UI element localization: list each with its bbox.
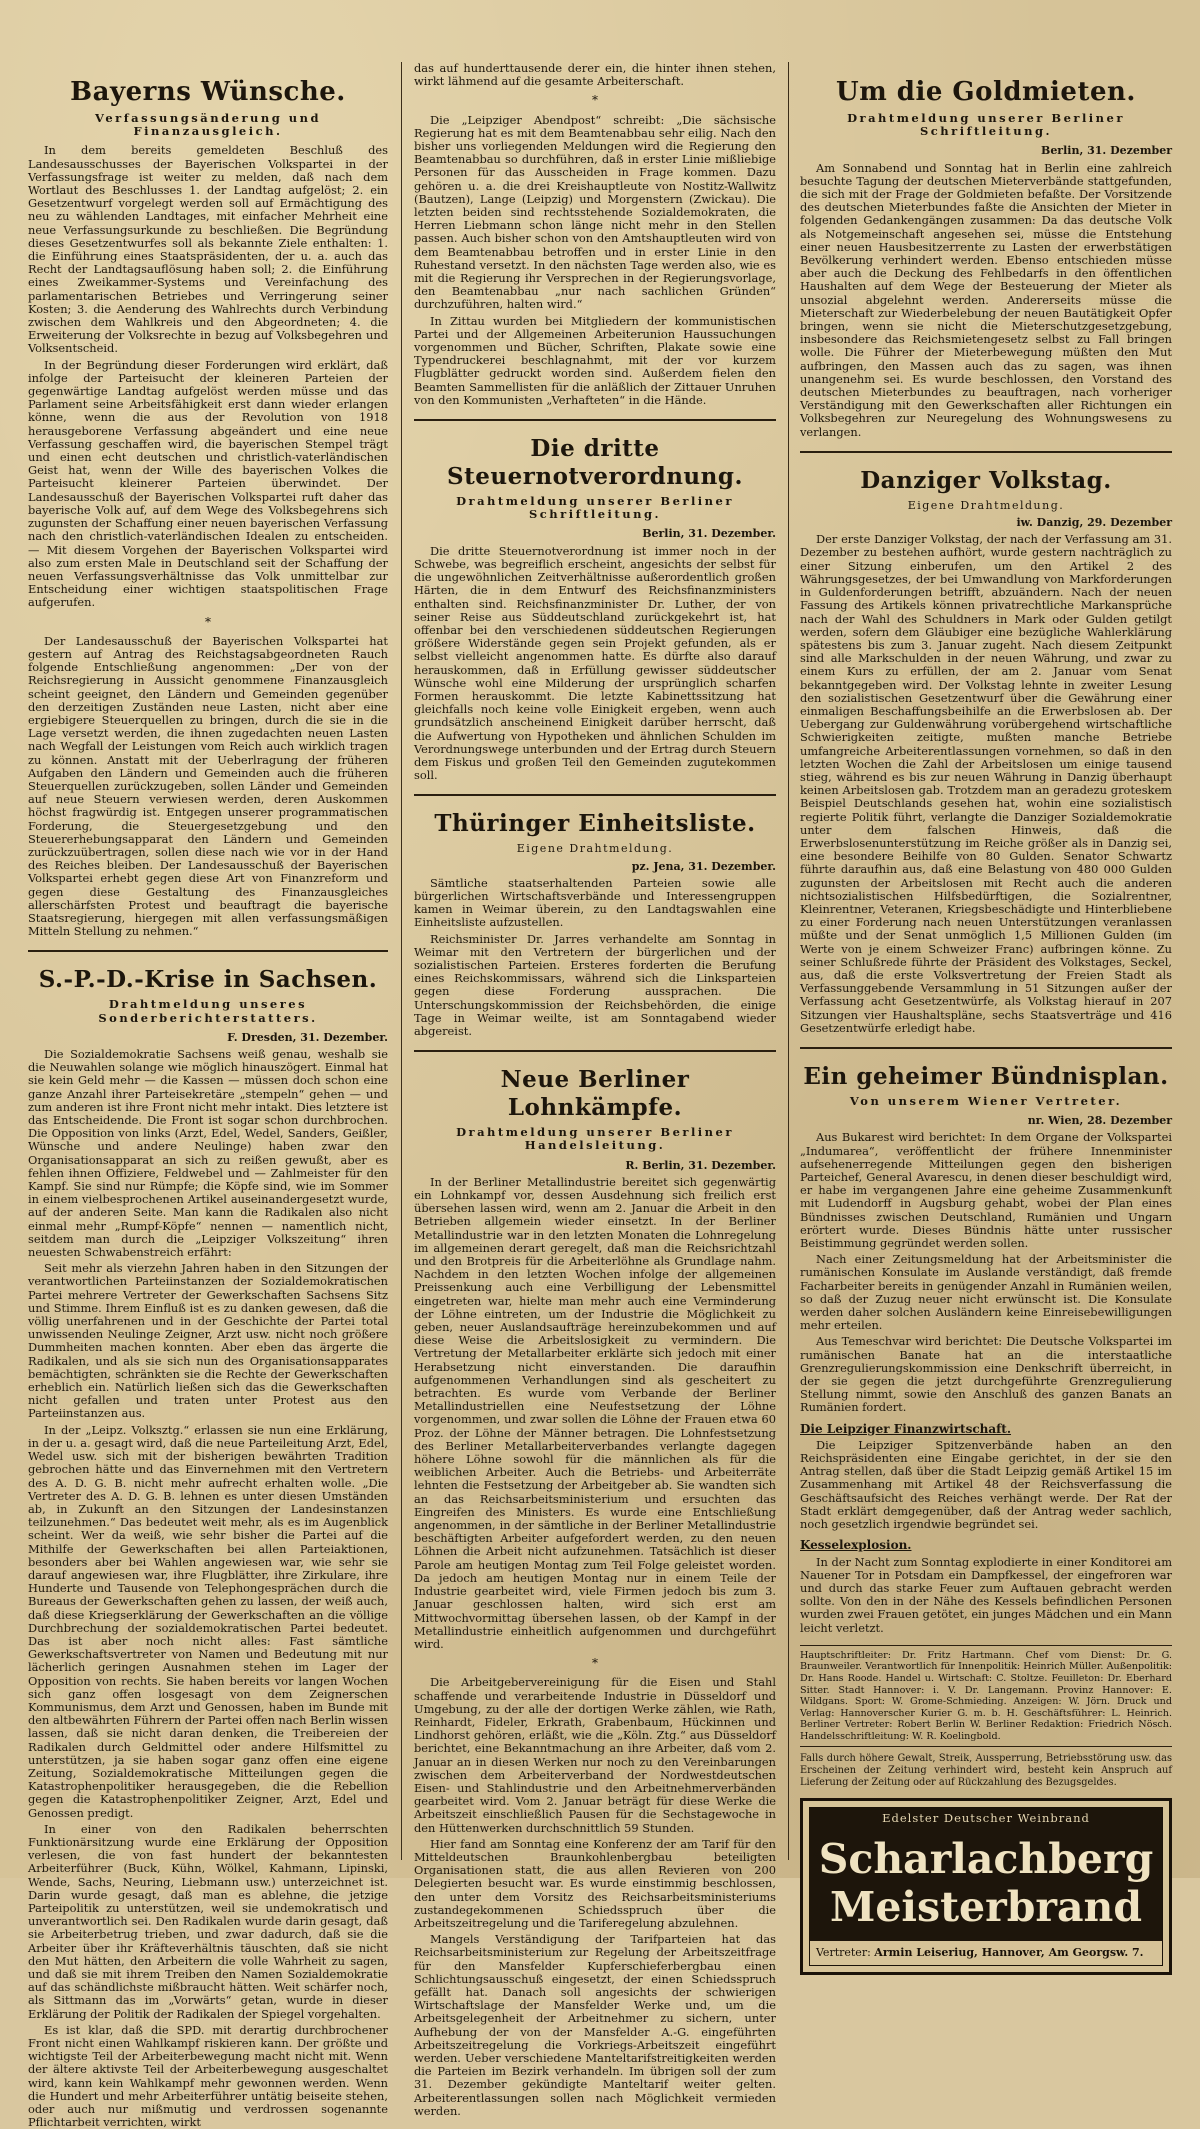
article-paragraph: In Zittau wurden bei Mitgliedern der kommunistischen Partei und der Allgemeinen Arbeiterunion Haussuchungen vorgenommen und Bücher, Schriften, Plakate sowie eine Typendruckerei beschlagnahmt, mit der vor kurzem Flugblätter gedruckt worden sind. Außerdem fielen den Beamten Sammellisten für die anläßlich der Zittauer Unruhen von den Kommunisten „Verhafteten“ in die Hände. (414, 313, 776, 407)
section-divider (414, 1050, 776, 1052)
column-rule (401, 62, 402, 1860)
ad-brand-line: Meisterbrand (829, 1883, 1143, 1932)
article-paragraph: Der Landesausschuß der Bayerischen Volkspartei hat gestern auf Antrag des Reichstagsabgeordneten Rauch folgende Entschließung angenommen: „Der von der Reichsregierung in Aussicht genommene Finanzausgleich scheint geeignet, den Ländern und Gemeinden gegenüber den derzeitigen Zuständen neue Lasten, nicht aber eine ergiebigere Steuerquellen zu bringen, durch die sie in die Lage versetzt werden, die ihnen zugedachten neuen Lasten nach Wegfall der Leistungen vom Reich auch wirklich tragen zu können. Anstatt mit der Ueberlragung der früheren Aufgaben den Ländern und Gemeinden auch die früheren Steuerquellen zurückzugeben, sollen Länder und Gemeinden auf neue Steuern verwiesen werden, deren Auskommen höchst fragwürdig ist. Entgegen unserer programmatischen Forderung, die Steuergesetzgebung und den Steuererhebungsapparat den Ländern und Gemeinden zurückzuübertragen, sollen diese nach wie vor in der Hand des Reiches bleiben. Der Landesausschuß der Bayerischen Volkspartei erhebt gegen diese Art von Finanzreform und gegen diese Gestaltung des Finanzausgleiches allerschärfsten Protest und beauftragt die bayerische Staatsregierung, hiergegen mit allen verfassungsmäßigen Mitteln Stellung zu nehmen.“ (28, 633, 388, 939)
ad-footer (810, 1941, 1162, 1964)
column-left (28, 62, 388, 2129)
article-dateline: pz. Jena, 31. Dezember. (631, 859, 776, 873)
article-headline: Die Leipziger Finanzwirtschaft. (800, 1421, 1012, 1436)
advertisement (800, 1798, 1172, 1974)
article-paragraph: Die „Leipziger Abendpost“ schreibt: „Die sächsische Regierung hat es mit dem Beamtenabbau sehr eilig. Nach den bisher uns vorliegenden Meldungen wird die Regierung den Beamtenabbau so durchführen, daß in erster Linie mißliebige Personen für das Ausscheiden in Frage kommen. Dazu gehören u. a. die drei Kreishauptleute von Nostitz-Wallwitz (Bautzen), Lange (Leipzig) und Morgenstern (Zwickau). Die letzten beiden sind rechtsstehende Sozialdemokraten, die Herren Liebmann schon länge nicht mehr in den Stellen passen. Auch bisher schon von den Amtshauptleuten wird von dem Beamtenabbau betroffen und in erster Linie in den Ruhestand versetzt. In den nächsten Tage werden also, wie es mit die Regierung ihr Versprechen in der Regierungsvorlage, den Beamtenabbau „nur nach sachlichen Gründen“ durchzuführen, halten wird.“ (414, 112, 776, 312)
article-paragraph: In der „Leipz. Volksztg.“ erlassen sie nun eine Erklärung, in der u. a. gesagt wird, daß die neue Parteileitung Arzt, Edel, Wedel usw. sich mit der bisherigen bewährten Tradition gebrochen hätte und das Einvernehmen mit den Vertretern des A. D. G. B. nicht mehr aufrecht erhalten wolle. „Die Vertreter des A. D. G. B. lehnen es unter diesen Umständen ab, in Zukunft an den Sitzungen der Landesinstanzen teilzunehmen.“ Das bedeutet weit mehr, als es im Augenblick scheint. Wer da weiß, wie sehr bisher die Partei auf die Mithilfe der Gewerkschaften bei allen Parteiaktionen, besonders aber bei Wahlen angewiesen war, wie sehr sie darauf angewiesen war, ihre Flugblätter, ihre Zirkulare, ihre Hunderte und Tausende von Telephongesprächen durch die Bureaus der Gewerkschaften gehen zu lassen, der weiß auch, daß diese Kriegserklärung der Gewerkschaften an die völlige Durchbrechung der sozialdemokratischen Partei bedeutet. Das ist aber noch nicht alles: Fast sämtliche Gewerkschaftsvertreter von Namen und Bedeutung mit nur lächerlich geringen Ausnahmen stehen im Lager der Opposition von rechts. Sie haben bereits vor langen Wochen sich ganz offen losgesagt von dem Zeignerschen Kommunismus, dem Arzt und Genossen, haben im Bunde mit den altbewährten Führern der Partei offen nach Berlin wissen lassen, daß sie nicht daran denken, die Treibereien der Radikalen durch Geldmittel oder andere Hilfsmittel zu unterstützen, ja sie haben sogar ganz offen eine eigene Zeitung, Sozialdemokratische Mitteilungen gegen die Katastrophenpolitiker herausgegeben, die die Rebellion gegen die Katastrophenpolitiker Zeigner, Arzt, Edel und Genossen predigt. (28, 1422, 388, 1820)
article-headline: S.-P.-D.-Krise in Sachsen. (38, 966, 378, 994)
article-headline: Die dritte Steuernotverordnung. (447, 435, 743, 491)
article-headline: Neue Berliner Lohnkämpfe. (500, 1066, 690, 1122)
separator-star: * (592, 93, 598, 108)
article-paragraph: Die Arbeitgebervereinigung für die Eisen und Stahl schaffende und verarbeitende Industrie in Düsseldorf und Umgebung, zu der alle der dortigen Werke zählen, wie Rath, Reinhardt, Fideler, Erkrath, Grabenbaum, Hückinnen und Lindhorst gehören, erläßt, wie die „Köln. Ztg.“ aus Düsseldorf berichtet, eine Bekanntmachung an ihre Arbeiter, daß vom 2. Januar an in diesen Werken nur noch zu den Vereinbarungen zwischen dem Arbeiterverband der Nordwestdeutschen Eisen- und Stahlindustrie und den Arbeitnehmerverbänden gearbeitet wird. Vom 2. Januar beträgt für diese Werke die Arbeitszeit einschließlich Pausen für die Sechstagewoche in den Hüttenwerken durchschnittlich 59 Stunden. (414, 1675, 776, 1835)
article-dateline: R. Berlin, 31. Dezember. (625, 1158, 776, 1172)
article-dateline: F. Dresden, 31. Dezember. (227, 1030, 388, 1044)
article-headline: Danziger Volkstag. (860, 466, 1112, 494)
article-paragraph: Hier fand am Sonntag eine Konferenz der am Tarif für den Mitteldeutschen Braunkohlenbergbau beteiligten Organisationen statt, die aus allen Revieren von 200 Delegierten besucht war. Es wurde einstimmig beschlossen, den unter dem Vorsitz des Reichsarbeitsministeriums zustandegekommenen Schiedsspruch über die Arbeitszeitregelung und die Tariferegelung abzulehnen. (414, 1836, 776, 1930)
ad-vertreter: Armin Leiseriug, Hannover, Am Georgsw. 7. (874, 1946, 1144, 1960)
article-paragraph: In der Nacht zum Sonntag explodierte in einer Konditorei am Nauener Tor in Potsdam ein Dampfkessel, der eingefroren war und durch das starke Feuer zum Auftauen gebracht werden sollte. Von den in der Nähe des Kessels befindlichen Personen wurden zwei Frauen getötet, ein junges Mädchen und ein Mann leicht verletzt. (800, 1554, 1172, 1635)
article-paragraph: Seit mehr als vierzehn Jahren haben in den Sitzungen der verantwortlichen Parteiinstanzen der Sozialdemokratischen Partei mehrere Vertreter der Gewerkschaften Sachsens Sitz und Stimme. Ihrem Einfluß ist es zu danken gewesen, daß die völlig unerfahrenen und in der Geschichte der Partei total unwissenden Neulinge Zeigner, Arzt usw. nicht noch größere Dummheiten machen konnten. Aber eben das ärgerte die Radikalen, und als sie sich nun des Organisationsapparates bemächtigten, schränkten sie die Rechte der Gewerkschaften erheblich ein. Natürlich ließen sich das die Gewerkschaften nicht gefallen und traten unter Protest aus den Parteiinstanzen aus. (28, 1261, 388, 1421)
article-paragraph: Mangels Verständigung der Tarifparteien hat das Reichsarbeitsministerium zur Regelung der Arbeitszeitfrage für den Mansfelder Kupferschieferbergbau einen Schlichtungsausschuß eingesetzt, der einen Schiedsspruch gefällt hat. Danach soll angesichts der schwierigen Wirtschaftslage der Mansfelder Werke und, um die Arbeitsgelegenheit der Arbeitnehmer zu sichern, unter Aufhebung der von der Mansfelder A.-G. eingeführten Arbeitszeitregelung die Vorkriegs-Arbeitszeit eingeführt werden. Ueber verschiedene Manteltarifstreitigkeiten werden die Parteien im Bezirk verhandeln. Im übrigen soll der zum 31. Dezember gekündigte Manteltarif weiter gelten. Arbeiterentlassungen sollen nach Möglichkeit vermieden werden. (414, 1932, 776, 2118)
article-headline: Thüringer Einheitsliste. (434, 810, 756, 838)
section-divider (800, 451, 1172, 453)
article-paragraph: In der Begründung dieser Forderungen wird erklärt, daß infolge der Parteisucht der kleineren Parteien der gegenwärtige Landtag aufgelöst werden müsse und das Parlament seine Arbeitsfähigkeit erst dann wieder erlangen könne, wenn die aus der Revolution von 1918 herausgeborene Verfassung abgeändert und eine neue Verfassung geschaffen wird, die bayerischen Stempel trägt und einen echt deutschen und christlich-vaterländischen Geist hat, wenn der Wille des bayerischen Volkes die Parteisucht kleinerer Parteien überwindet. Der Landesausschuß der Bayerischen Volkspartei ruft daher das bayerische Volk auf, auf dem Wege des Volksbegehrens sich zugunsten der Schaffung einer neuen bayerischen Verfassung nach den christlich-vaterländischen Idealen zu entscheiden. — Mit diesem Vorgehen der Bayerischen Volkspartei wird also zum ersten Male in Deutschland seit der Schaffung der neuen Verfassungsverhältnisse das Volk unmittelbar zur Entscheidung einer wichtigen staatspolitischen Frage aufgerufen. (28, 357, 388, 610)
article-subhead: Drahtmeldung unserer Berliner Handelsleitung. (456, 1125, 734, 1153)
ad-tagline: Edelster Deutscher Weinbrand (810, 1808, 1162, 1829)
article-paragraph: Es ist klar, daß die SPD. mit derartig durchbrochener Front nicht einen Wahlkampf riskieren kann. Der größte und wichtigste Teil der Arbeiterbewegung macht nicht mit. Wenn der ältere aktivste Teil der Arbeiterbewegung ausgeschaltet wird, kann kein Wahlkampf mehr gewonnen werden. Wenn die Hundert und mehr Arbeiterführer untätig beiseite stehen, oder auch nur mißmutig und verdrossen sogenannte Pflichtarbeit verrichten, wirkt (28, 2022, 388, 2129)
article-dateline: iw. Danzig, 29. Dezember (1016, 516, 1172, 530)
delivery-notice: Falls durch höhere Gewalt, Streik, Aussperrung, Betriebsstörung usw. das Erscheinen der Zeitung verhindert wird, besteht kein Anspruch auf Lieferung der Zeitung oder auf Rückzahlung des Bezugsgeldes. (800, 1753, 1172, 1788)
article-headline: Ein geheimer Bündnisplan. (803, 1063, 1169, 1090)
section-divider (414, 794, 776, 796)
imprint-box: Hauptschriftleiter: Dr. Fritz Hartmann. Chef vom Dienst: Dr. G. Braunweiler. Verantwortlich für Innenpolitik: Heinrich Müller. Außenpolitik: Dr. Hans Roode. Handel u. Wirtschaft: C. Stoltze. Feuilleton: Dr. Eberhard Sitter. Stadt Hannover: i. V. Dr. Langemann. Provinz Hannover: E. Wildgans. Sport: W. Grome-Schmieding. Anzeigen: W. Jörn. Druck und Verlag: Hannoverscher Kurier G. m. b. H. Geschäftsführer: L. Heinrich. Berliner Vertreter: Robert Berlin W. Berliner Redaktion: Friedrich Nösch. Handelsschriftleitung: W. R. Koelingbold. (800, 1645, 1172, 1748)
article-paragraph: In einer von den Radikalen beherrschten Funktionärsitzung wurde eine Erklärung der Opposition verlesen, die von fast hundert der bekanntesten Arbeiterführer (Buck, Kühn, Wölkel, Kahmann, Lipinski, Wende, Sachs, Neuring, Liebmann usw.) unterzeichnet ist. Darin wurde gesagt, daß man es ablehne, die jetzige Parteipolitik zu unterstützen, weil sie undemokratisch und unverantwortlich sei. Den Radikalen wurde darin gesagt, daß sie Arbeiterbetrug trieben, und zwar dadurch, daß sie die Arbeiter über ihr Kräfteverhältnis täuschten, daß sie nicht den Mut hätten, den Arbeitern die volle Wahrheit zu sagen, und daß sie mit ihrem Treiben den Namen Sozialdemokratie auf das schändlichste mißbraucht hätten. Weit schärfer noch, als Sittmann das im „Vorwärts“ getan, wurde in dieser Erklärung der Politik der Radikalen der Spiegel vorgehalten. (28, 1821, 388, 2021)
article-paragraph: In dem bereits gemeldeten Beschluß des Landesausschusses der Bayerischen Volkspartei in der Verfassungsfrage ist weiter zu melden, daß nach dem Wortlaut des Beschlusses 1. der Landtag aufgelöst; 2. ein Gesetzentwurf vorgelegt werden soll auf Ermächtigung des neu zu wählenden Landtages, mit einfacher Mehrheit eine neue Verfassungsurkunde zu beschließen. Die Begründung dieses Gesetzentwurfes soll als bekannte Ziele enthalten: 1. die Einführung eines Staatspräsidenten, der u. a. auch das Recht der Landtagsauflösung haben soll; 2. die Einführung eines Zweikammer-Systems und Vereinfachung des parlamentarischen Betriebes und Verringerung seiner Kosten; 3. die Aenderung des Wahlrechts durch Verbindung zwischen dem Wahlkreis und den Abgeordneten; 4. die Erweiterung der Volksrechte in bezug auf Volksbegehren und Volksentscheid. (28, 143, 388, 356)
article-headline: Um die Goldmieten. (836, 77, 1136, 107)
column-middle (414, 61, 776, 2118)
section-divider (414, 419, 776, 421)
article-paragraph: Nach einer Zeitungsmeldung hat der Arbeitsminister die rumänischen Konsulate im Auslande verständigt, daß fremde Facharbeiter bereits in genügender Anzahl in Rumänien weilen, so daß der Zuzug neuer nicht erwünscht ist. Die Konsulate werden daher solchen Ausländern keine Einreisebewilligungen mehr erteilen. (800, 1252, 1172, 1333)
article-subhead: Von unserem Wiener Vertreter. (849, 1094, 1123, 1108)
article-paragraph: Die Sozialdemokratie Sachsens weiß genau, weshalb sie die Neuwahlen solange wie möglich hinauszögert. Einmal hat sie kein Geld mehr — die Kassen — müssen doch schon eine ganze Anzahl ihrer Parteisekretäre „stempeln“ gehen — und zum anderen ist ihre Front nicht mehr intakt. Dies letztere ist das Entscheidende. Die Front ist sogar schon durchbrochen. Die Opposition von links (Arzt, Edel, Wedel, Sanders, Geißler, Wünsche und andere Neulinge) haben zwar den Organisationsapparat an sich zu reißen gewußt, aber es fehlen ihnen Offiziere, Feldwebel und — Zahlmeister für den Kampf. Sie sind nur Rümpfe; die Köpfe sind, wie im Sommer in einem vielbesprochenen Artikel auseinandergesetzt wurde, auf der anderen Seite. Man kann die Radikalen also nicht einmal mehr „Rumpf-Köpfe“ nennen — namentlich nicht, seitdem man durch die „Leipziger Volkszeitung“ ihren neuesten Schwabenstreich erfährt: (28, 1047, 388, 1260)
article-subhead: Verfassungsänderung und Finanzausgleich. (94, 111, 322, 139)
article-paragraph: Die dritte Steuernotverordnung ist immer noch in der Schwebe, was begreiflich erscheint, angesichts der selbst für die ungewöhnlichen Zeitverhältnisse außerordentlich großen Härten, die in dem Entwurf des Reichsfinanzministers enthalten sind. Reichsfinanzminister Dr. Luther, der von seiner Reise aus Süddeutschland zurückgekehrt ist, hat offenbar bei den verschiedenen süddeutschen Regierungen größere Widerstände gegen sein Projekt gefunden, als er selbst vielleicht angenommen hatte. Es dürfte also darauf herauskommen, daß in Erfüllung gewisser süddeutscher Wünsche wohl eine Milderung der ursprünglich scharfen Formen herauskommt. Die letzte Kabinettssitzung hat gleichfalls noch keine volle Einigkeit ergeben, wenn auch grundsätzlich anscheinend Einigkeit darüber herrscht, daß die Aufwertung von Hypotheken und ähnlichen Schulden im Verordnungswege unterbunden und der Ertrag durch Steuern dem Fiskus und großen Teil den Gemeinden zugutekommen soll. (414, 543, 776, 783)
article-subhead: Drahtmeldung unserer Berliner Schriftleitung. (847, 111, 1125, 139)
article-headline: Kesselexplosion. (800, 1538, 912, 1553)
column-right (800, 62, 1172, 1960)
article-dateline: Berlin, 31. Dezember. (642, 527, 776, 541)
separator-star: * (592, 1656, 598, 1671)
article-paragraph: Aus Temeschvar wird berichtet: Die Deutsche Volkspartei im rumänischen Banate hat an die interstaatliche Grenzregulierungskommission eine Denkschrift überreicht, in der sie gegen die jetzt durchgeführte Grenzregulierung Stellung nimmt, sowie den Anschluß des ganzen Banats an Rumänien fordert. (800, 1334, 1172, 1415)
column-rule (788, 62, 789, 1860)
article-paragraph: Die Leipziger Spitzenverbände haben an den Reichspräsidenten eine Eingabe gerichtet, in der sie den Antrag stellen, daß über die Stadt Leipzig gemäß Artikel 15 im Zusammenhang mit Artikel 48 der Reichsverfassung die Geschäftsaufsicht des Reiches verhängt werde. Der Rat der Stadt erklärt demgegenüber, daß der Antrag weder sachlich, noch gesetzlich irgendwie begründet sei. (800, 1437, 1172, 1532)
ad-brand-name (810, 1829, 1162, 1941)
article-subhead: Drahtmeldung unserer Berliner Schriftleitung. (456, 494, 734, 522)
article-paragraph: Sämtliche staatserhaltenden Parteien sowie alle bürgerlichen Wirtschaftsverbände und Interessengruppen kamen in Weimar überein, zu den Landtagswahlen eine Einheitsliste aufzustellen. (414, 875, 776, 930)
article-dateline: Berlin, 31. Dezember (1041, 144, 1172, 158)
article-headline: Bayerns Wünsche. (70, 77, 346, 107)
article-paragraph: Am Sonnabend und Sonntag hat in Berlin eine zahlreich besuchte Tagung der deutschen Mieterverbände stattgefunden, die sich mit der Frage der Goldmieten befaßte. Der Vorsitzende des deutschen Mieterbundes faßte die Ansichten der Mieter in folgenden Gedankengängen zusammen: Da das deutsche Volk als Notgemeinschaft angesehen sei, müsse die Entstehung einer neuen Hausbesitzerrente zu Lasten der erwerbstätigen Bevölkerung verhindert werden. Ebenso entschieden müsse aber auch die Deckung des Fehlbedarfs in den öffentlichen Haushalten auf dem Wege der Besteuerung der Mieter als unsozial abgelehnt werden. Andererseits müsse die Mieterschaft zur Wiederbelebung der neuen Bautätigkeit Opfer bringen, wenn sie nicht die Mieterschutzgesetzgebung, insbesondere das Reichsmietengesetz selbst zu Fall bringen wolle. Die Führer der Mieterbewegung müßten den Mut aufbringen, den Massen auch das zu sagen, was ihnen unangenehm sei. Es wurde beschlossen, den Vorstand des deutschen Mieterbundes zu beauftragen, nach vorheriger Verständigung mit den Gewerkschaften aller Richtungen ein Volksbegehren zur Neuregelung des Wohnungswesens zu verlangen. (800, 160, 1172, 439)
section-divider (28, 950, 388, 952)
article-paragraph: Der erste Danziger Volkstag, der nach der Verfassung am 31. Dezember zu bestehen aufhört, wurde gestern nachträglich zu einer Sitzung einberufen, um den Artikel 2 des Währungsgesetzes, der bei Umwandlung von Markforderungen in Guldenforderungen betrifft, abzuändern. Nach der neuen Fassung des Artikels können privatrechtliche Markansprüche nach der Wahl des Schuldners in Mark oder Gulden getilgt werden, sofern dem Gläubiger eine bezügliche Wahlerklärung spätestens bis zum 3. Januar zugeht. Nach diesem Zeitpunkt sind alle Markschulden in der neuen Währung, und zwar zu einem Kurs zu erfüllen, der am 2. Januar vom Senat bekanntgegeben wird. Der Volkstag lehnte in zweiter Lesung den sozialistischen Gesetzentwurf über die Gewährung einer einmaligen Beschaffungsbeihilfe an die Erwerbslosen ab. Der Uebergang zur Guldenwährung vorübergehend wirtschaftliche Schwierigkeiten zeitigte, mußten manche Betriebe umfangreiche Arbeiterentlassungen vornehmen, so daß in den letzten Wochen die Zahl der Arbeitslosen um einige tausend stieg, während es bis zur neuen Währung in Danzig überhaupt keinen Arbeitslosen gab. Trotzdem man an geradezu groteskem Beispiel Deutschlands gesehen hat, wohin eine sozialistisch regierte Politik führt, verlangte die Danziger Sozialdemokratie unter dem falschen Hinweis, daß die Erwerbslosenunterstützung im Reiche größer als in Danzig sei, eine besondere Beihilfe von 80 Gulden. Senator Schwartz führte daraufhin aus, daß eine Belastung von 480 000 Gulden zugunsten der Arbeitslosen mit Recht auch die anderen nichtsozialistischen Hilfsbedürftigen, die Sozialrentner, Kleinrentner, Veteranen, Kriegsbeschädigte und Hinterbliebene zu einer Forderung nach neuen Unterstützungen veranlassen müßte und der Senat unmöglich 1,5 Millionen Gulden (im Werte von je einem Schweizer Franc) aufbringen könne. Zu seiner Schlußrede führte der Präsident des Volkstages, Seckel, aus, daß die erste Volksvertretung der Freien Stadt als Verfassunggebende Versammlung in 51 Sitzungen außer der Verfassung acht Gesetzentwürfe, als Volkstag hierauf in 207 Sitzungen vier Haushaltspläne, sechs Staatsverträge und 416 Gesetzentwürfe erledigt habe. (800, 532, 1172, 1035)
article-subhead: Drahtmeldung unseres Sonderberichterstatters. (98, 997, 318, 1025)
article-dateline: nr. Wien, 28. Dezember (1027, 1114, 1172, 1128)
separator-star: * (205, 614, 211, 629)
article-paragraph: In der Berliner Metallindustrie bereitet sich gegenwärtig ein Lohnkampf vor, dessen Ausdehnung sich freilich erst übersehen lassen wird, wenn am 2. Januar die Arbeit in den Betrieben allgemein wieder einsetzt. In der Berliner Metallindustrie war in den letzten Monaten die Lohnregelung im allgemeinen derart geregelt, daß man die Reichsrichtzahl und den Brotpreis für die Arbeiterlöhne als Grundlage nahm. Nachdem in den letzten Wochen infolge der allgemeinen Preissenkung auch eine Verbilligung der Lebensmittel eingetreten war, hielte man mehr auch eine Verminderung der Löhne eintreten, um der Industrie die Möglichkeit zu geben, neuer Auslandsaufträge hereinzubekommen und auf diese Weise die Arbeitslosigkeit zu vermindern. Die Vertretung der Metallarbeiter erklärte sich jedoch mit einer Herabsetzung nicht einverstanden. Die daraufhin aufgenommenen Verhandlungen sind als gescheitert zu betrachten. Es wurde vom Verbande der Berliner Metallindustriellen eine Neufestsetzung der Löhne vorgenommen, und zwar sollen die Löhne der Frauen etwa 60 Proz. der Löhne der Männer betragen. Die Lohnfestsetzung des Berliner Metallarbeiterverbandes verlangte dagegen höhere Löhne sowohl für die männlichen als für die weiblichen Arbeiter. Auch die Betriebs- und Arbeiterräte lehnten die Festsetzung der Arbeitgeber ab. Sie wandten sich an das Reichsarbeitsministerium und ersuchten das Eingreifen des Ministers. Es wurde eine Entschließung angenommen, in der sämtliche in der Berliner Metallindustrie beschäftigten Arbeiter aufgefordert werden, zu den neuen Löhnen die Arbeit nicht aufzunehmen. Tatsächlich ist dieser Parole am heutigen Montag zum Teil Folge geleistet worden. Da jedoch am heutigen Montag nur in einem Teile der Industrie gearbeitet wird, viele Firmen jedoch bis zum 3. Januar geschlossen halten, wird sich erst am Mittwochvormittag übersehen lassen, ob der Kampf in der Metallindustrie einheitlich aufgenommen und durchgeführt wird. (414, 1174, 776, 1651)
article-subhead: Eigene Drahtmeldung. (907, 498, 1065, 512)
advertisement-frame (809, 1807, 1163, 1965)
ad-brand-line: Scharlachberg (818, 1835, 1154, 1884)
article-paragraph: das auf hunderttausende derer ein, die hinter ihnen stehen, wirkt lähmend auf die gesamte Arbeiterschaft. (414, 61, 776, 89)
section-divider (800, 1047, 1172, 1049)
article-subhead: Eigene Drahtmeldung. (516, 842, 674, 856)
ad-vertreter-label: Vertreter: (816, 1946, 871, 1960)
article-paragraph: Aus Bukarest wird berichtet: In dem Organe der Volkspartei „Indumarea“, veröffentlicht der frühere Innenminister aufsehenerregende Mitteilungen gegen den bisherigen Parteichef, General Avarescu, in denen dieser beschuldigt wird, er habe im vergangenen Jahre eine geheime Zusammenkunft mit Ludendorff in Augsburg gehabt, wobei der Plan eines Bündnisses zwischen Deutschland, Rumänien und Ungarn erörtert wurde. Dieses Bündnis hätte unter russischer Beistimmung gegründet werden sollen. (800, 1130, 1172, 1251)
article-paragraph: Reichsminister Dr. Jarres verhandelte am Sonntag in Weimar mit den Vertretern der bürgerlichen und der sozialistischen Parteien. Ersteres forderten die Berufung eines Reichskommissars, während sich die Linksparteien gegen diese Forderung aussprachen. Die Unterschungskommission der Reichsbehörden, die einige Tage in Weimar weilte, ist am Sonntagabend wieder abgereist. (414, 931, 776, 1038)
